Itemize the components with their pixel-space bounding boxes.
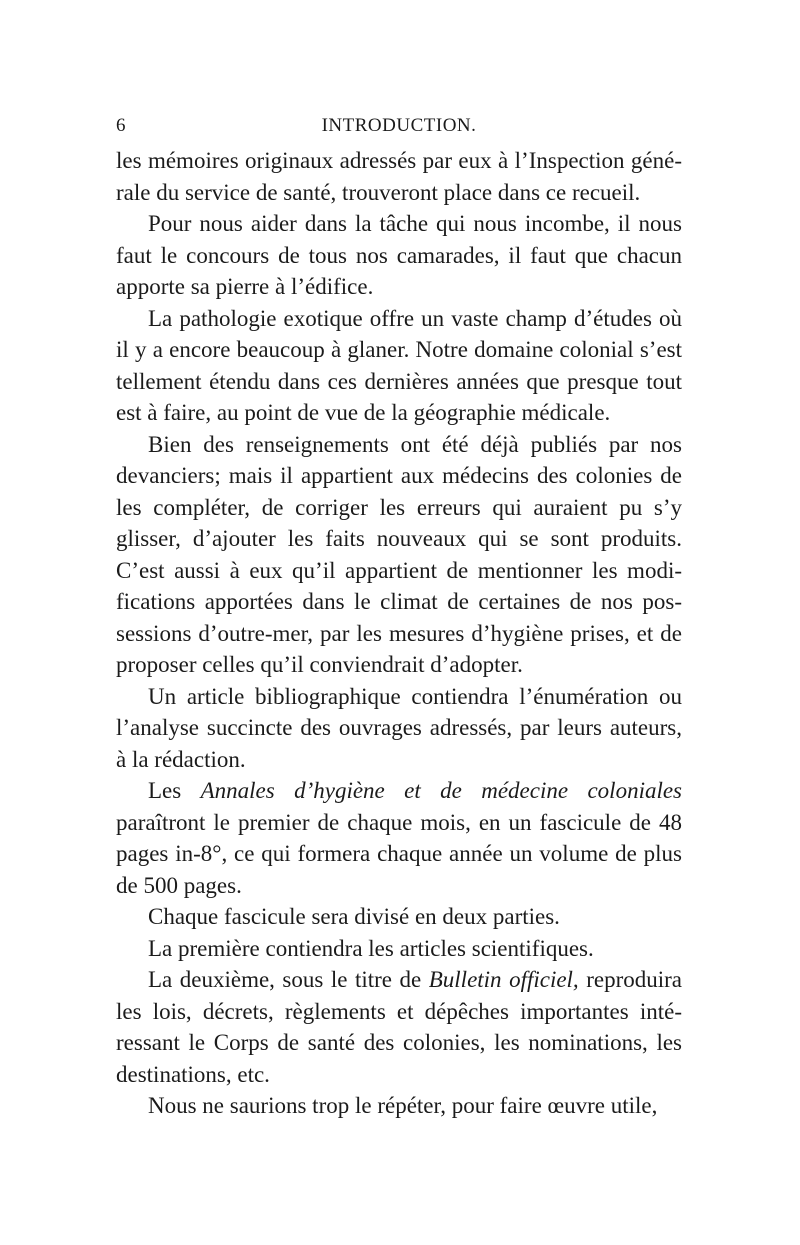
paragraph-p1 — [116, 145, 682, 208]
running-title: INTRODUCTION. — [321, 115, 477, 136]
running-head — [116, 115, 682, 145]
italic-title: Annales d’hygiène et de médecine coloniales — [200, 778, 683, 803]
paragraph-text: Un article bibliographique contiendra l’énumération ou l’analyse succincte des ouvrages adressés, par leurs auteurs, à la rédaction. — [116, 683, 682, 772]
paragraph-text: paraîtront le premier de chaque mois, en un fascicule de 48 pages in-8°, ce qui formera chaque année un volume de plus de 500 pages. — [116, 809, 682, 898]
paragraph-text: Chaque fascicule sera divisé en deux parties. — [148, 904, 560, 929]
paragraph-p3 — [116, 303, 682, 429]
paragraph-p10 — [116, 1090, 682, 1122]
paragraph-text: les mémoires originaux adressés par eux à l’Inspection géné-rale du service de santé, trouveront place dans ce recueil. — [116, 148, 682, 205]
paragraph-text: Nous ne saurions trop le répéter, pour faire œuvre utile, — [148, 1093, 658, 1118]
paragraph-p4 — [116, 429, 682, 681]
paragraph-text: Bien des renseignements ont été déjà publiés par nos devanciers; mais il appartient aux médecins des colonies de les compléter, de corriger les erreurs qui auraient pu s’y glisser, d’ajouter les faits nouveaux qui se sont produits. C’est aussi à eux qu’il appartient de mentionner les modi-fications apportées dans le climat de certaines de nos pos-sessions d’outre-mer, par les mesures d’hygiène prises, et de proposer celles qu’il conviendrait d’adopter. — [116, 431, 682, 677]
paragraph-p5 — [116, 681, 682, 776]
paragraph-text: Les — [148, 778, 201, 803]
paragraph-p8 — [116, 933, 682, 965]
paragraph-p6 — [116, 775, 682, 901]
italic-title: Bulletin officiel, — [428, 967, 579, 992]
paragraph-text: La pathologie exotique offre un vaste champ d’études où il y a encore beaucoup à glaner. Notre domaine colonial s’est tellement étendu dans ces dernières années que presque tout est à faire, au point de vue de la géographie médicale. — [116, 305, 682, 425]
paragraph-p7 — [116, 901, 682, 933]
paragraph-text: La deuxième, sous le titre de — [148, 967, 429, 992]
page-number: 6 — [116, 115, 126, 136]
body-text — [116, 145, 682, 1122]
paragraph-text: Pour nous aider dans la tâche qui nous incombe, il nous faut le concours de tous nos camarades, il faut que chacun apporte sa pierre à l’édifice. — [116, 211, 682, 299]
paragraph-text: La première contiendra les articles scientifiques. — [148, 935, 594, 961]
paragraph-text: reproduira les lois, décrets, règlements et dépêches importantes inté-ressant le Corps de santé des colonies, les nominations, les destinations, etc. — [116, 967, 682, 1087]
paragraph-p2 — [116, 208, 682, 303]
paragraph-p9 — [116, 964, 682, 1090]
